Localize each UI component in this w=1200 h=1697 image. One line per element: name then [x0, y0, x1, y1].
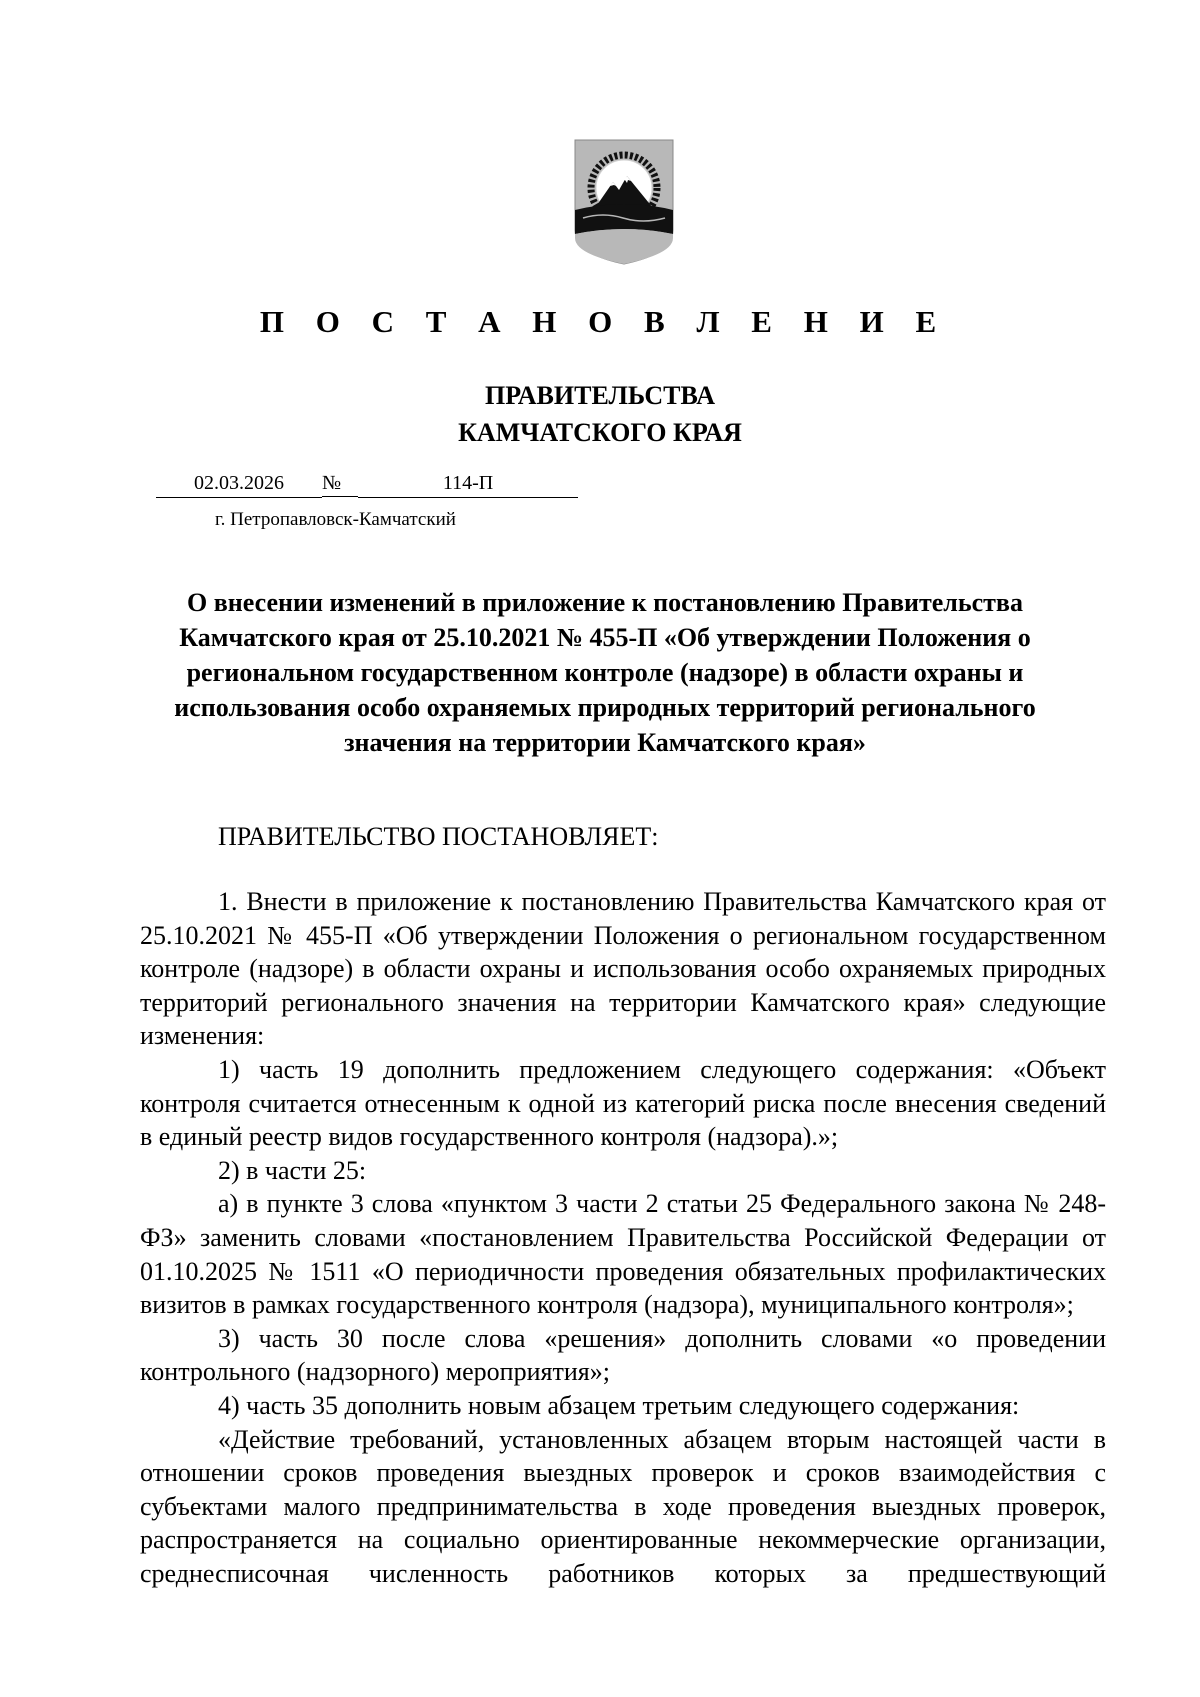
paragraph-3: 2) в части 25:	[218, 1155, 367, 1185]
paragraph-2: 1) часть 19 дополнить предложением следующего содержания: «Объект контроля считается отнесенным к одной из категорий риска после внесения сведений в единый реестр видов государственного контроля (надзора).»;	[140, 1054, 1106, 1152]
issuer-line-1: ПРАВИТЕЛЬСТВА	[485, 381, 715, 410]
document-meta-line	[156, 470, 578, 498]
paragraph-6: 4) часть 35 дополнить новым абзацем третьим следующего содержания:	[218, 1390, 1020, 1420]
kamchatka-coat-of-arms-icon	[573, 138, 675, 266]
decree-heading: ПРАВИТЕЛЬСТВО ПОСТАНОВЛЯЕТ:	[218, 822, 659, 851]
issuer-line-2: КАМЧАТСКОГО КРАЯ	[458, 418, 742, 447]
document-body	[140, 885, 1106, 1590]
paragraph-1: 1. Внести в приложение к постановлению Правительства Камчатского края от 25.10.2021 № 455-П «Об утверждении Положения о региональном государственном контроле (надзоре) в области охраны и использования особо охраняемых природных территорий регионального значения на территории Камчатского края» следующие изменения:	[140, 887, 1106, 1051]
document-type-title: П О С Т А Н О В Л Е Н И Е	[259, 304, 949, 339]
issuer-block	[0, 377, 1200, 451]
paragraph-7: «Действие требований, установленных абзацем вторым настоящей части в отношении сроков проведения выездных проверок и сроков взаимодействия с субъектами малого предпринимательства в ходе проведения выездных проверок, распространяется на социально ориентированные некоммерческие организации, среднесписочная численность работников которых за предшествующий	[140, 1424, 1106, 1588]
paragraph-4: а) в пункте 3 слова «пунктом 3 части 2 статьи 25 Федерального закона № 248-ФЗ» заменить словами «постановлением Правительства Российской Федерации от 01.10.2025 № 1511 «О периодичности проведения обязательных профилактических визитов в рамках государственного контроля (надзора), муниципального контроля»;	[140, 1189, 1106, 1320]
document-city: г. Петропавловск-Камчатский	[215, 509, 456, 530]
paragraph-5: 3) часть 30 после слова «решения» дополнить словами «о проведении контрольного (надзорного) мероприятия»;	[140, 1323, 1106, 1387]
document-number: 114-П	[358, 470, 578, 498]
document-date: 02.03.2026	[156, 470, 322, 498]
number-label: №	[322, 470, 358, 497]
document-subject: О внесении изменений в приложение к постановлению Правительства Камчатского края от 25.10.2021 № 455-П «Об утверждении Положения о региональном государственном контроле (надзоре) в области охраны и использования особо охраняемых природных территорий регионального значения на территории Камчатского края»	[174, 588, 1036, 757]
